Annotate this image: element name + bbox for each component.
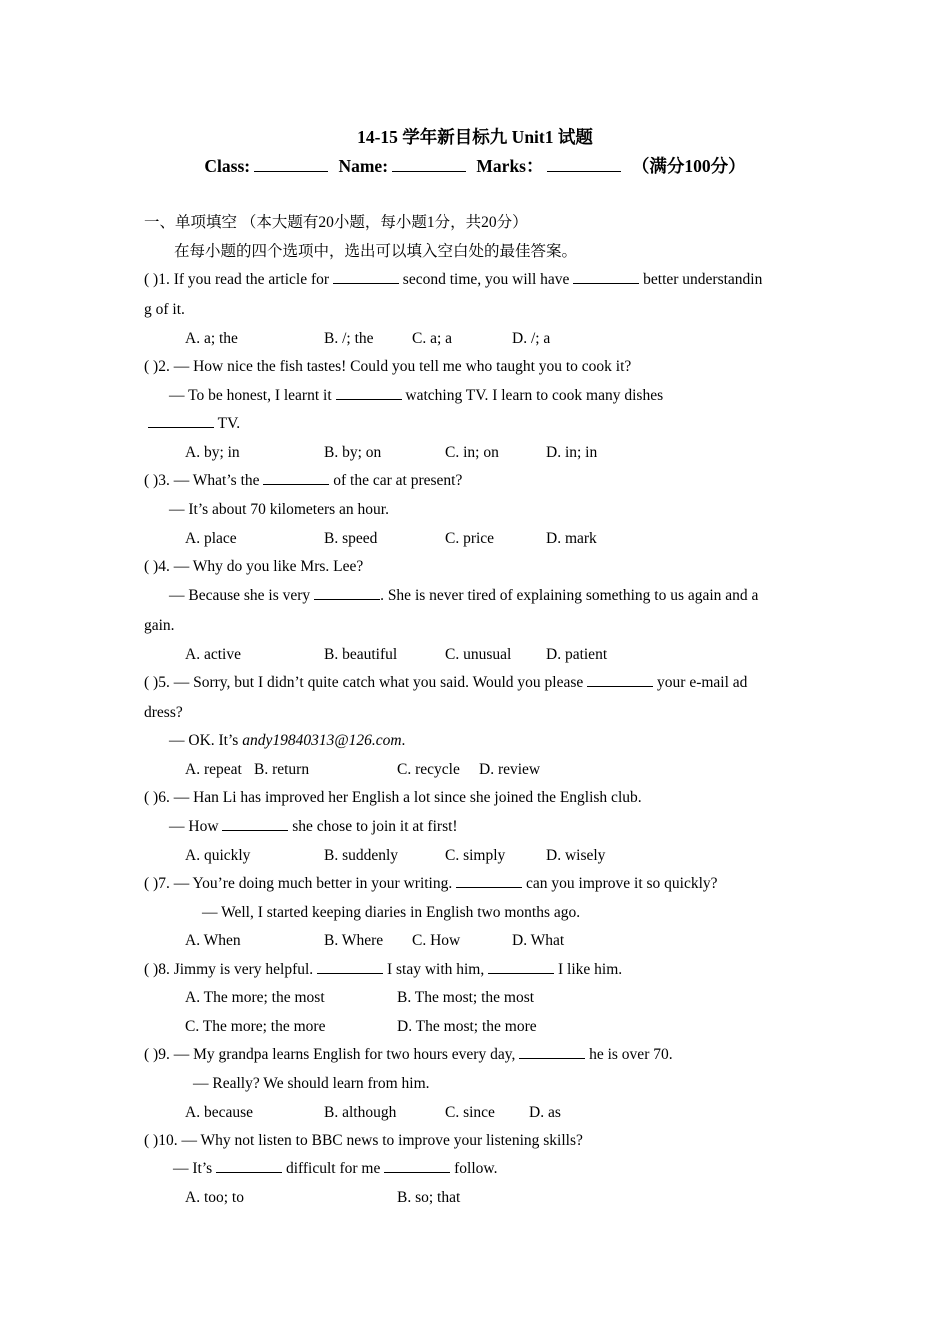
option-a: A. because [185, 1104, 253, 1121]
option-a: A. quickly [185, 847, 251, 864]
question-6-line-2: — How she chose to join it at first! [169, 818, 458, 835]
question-7-line-2: — Well, I started keeping diaries in English two months ago. [202, 904, 581, 921]
answer-blank[interactable] [263, 471, 329, 485]
question-4-line-2: — Because she is very . She is never tired of explaining something to us again and a [169, 587, 759, 604]
question-2-line-2: — To be honest, I learnt it watching TV. I learn to cook many dishes [169, 387, 664, 404]
option-c: C. unusual [445, 646, 512, 663]
page-title: 14-15 学年新目标九 Unit1 试题 [357, 127, 593, 147]
option-b: B. The most; the most [397, 989, 535, 1006]
name-label: Name: [338, 156, 389, 176]
option-d: D. wisely [546, 847, 606, 864]
option-b: B. beautiful [324, 646, 398, 663]
option-a: A. a; the [185, 330, 238, 347]
option-a: A. active [185, 646, 241, 663]
question-10-line-1: ( )10. — Why not listen to BBC news to improve your listening skills? [144, 1132, 583, 1149]
option-c: C. since [445, 1104, 495, 1121]
answer-blank[interactable] [333, 270, 399, 284]
section-heading: 一、单项填空 （本大题有20小题，每小题1分，共20分） [144, 214, 528, 231]
answer-blank[interactable] [317, 960, 383, 974]
option-a: A. repeat [185, 761, 242, 778]
option-b: B. /; the [324, 330, 374, 347]
full-marks-note: （满分100分） [631, 156, 746, 176]
question-1-line-1: ( )1. If you read the article for second time, you will have better understandin [144, 271, 763, 288]
answer-blank[interactable] [336, 386, 402, 400]
option-a: A. place [185, 530, 237, 547]
option-a: A. When [185, 932, 241, 949]
option-a: A. by; in [185, 444, 240, 461]
question-2-line-3: TV. [148, 413, 240, 435]
option-c: C. price [445, 530, 495, 547]
class-label: Class: [204, 156, 251, 176]
question-3-line-2: — It’s about 70 kilometers an hour. [169, 501, 389, 518]
answer-blank[interactable] [148, 414, 214, 428]
answer-blank[interactable] [314, 586, 380, 600]
question-5-line-1: ( )5. — Sorry, but I didn’t quite catch what you said. Would you please your e-mail ad [144, 674, 748, 691]
option-d: D. The most; the more [397, 1018, 537, 1035]
marks-label: Marks： [476, 156, 544, 176]
answer-blank[interactable] [488, 960, 554, 974]
option-a: A. too; to [185, 1189, 244, 1206]
answer-blank[interactable] [456, 874, 522, 888]
question-5-line-3: — OK. It’s andy19840313@126.com. [169, 732, 406, 749]
question-1-line-2: g of it. [144, 301, 185, 318]
question-8-line-1: ( )8. Jimmy is very helpful. I stay with him, I like him. [144, 961, 623, 978]
marks-blank[interactable] [547, 156, 621, 172]
answer-blank[interactable] [519, 1045, 585, 1059]
option-c: C. recycle [397, 761, 460, 778]
question-9-line-1: ( )9. — My grandpa learns English for two hours every day, he is over 70. [144, 1046, 673, 1063]
option-c: C. How [412, 932, 461, 949]
answer-blank[interactable] [573, 270, 639, 284]
option-d: D. as [529, 1104, 561, 1121]
option-d: D. review [479, 761, 541, 778]
option-d: D. /; a [512, 330, 551, 347]
question-6-line-1: ( )6. — Han Li has improved her English a lot since she joined the English club. [144, 789, 642, 806]
option-d: D. What [512, 932, 565, 949]
answer-blank[interactable] [384, 1159, 450, 1173]
question-4-line-3: gain. [144, 617, 175, 634]
answer-blank[interactable] [587, 673, 653, 687]
option-b: B. suddenly [324, 847, 399, 864]
student-info-line [0, 153, 950, 179]
name-blank[interactable] [392, 156, 466, 172]
question-3-line-1: ( )3. — What’s the of the car at present? [144, 472, 463, 489]
option-c: C. a; a [412, 330, 453, 347]
question-7-line-1: ( )7. — You’re doing much better in your writing. can you improve it so quickly? [144, 875, 718, 892]
question-2-line-1: ( )2. — How nice the fish tastes! Could you tell me who taught you to cook it? [144, 358, 632, 375]
option-b: B. speed [324, 530, 378, 547]
question-4-line-1: ( )4. — Why do you like Mrs. Lee? [144, 558, 364, 575]
option-b: B. so; that [397, 1189, 461, 1206]
class-blank[interactable] [254, 156, 328, 172]
option-c: C. The more; the more [185, 1018, 326, 1035]
answer-blank[interactable] [216, 1159, 282, 1173]
option-b: B. by; on [324, 444, 382, 461]
option-c: C. in; on [445, 444, 499, 461]
question-10-line-2: — It’s difficult for me follow. [173, 1160, 498, 1177]
option-a: A. The more; the most [185, 989, 325, 1006]
option-c: C. simply [445, 847, 506, 864]
question-5-line-2: dress? [144, 704, 183, 721]
section-instruction: 在每小题的四个选项中，选出可以填入空白处的最佳答案。 [174, 243, 578, 260]
question-9-line-2: — Really? We should learn from him. [193, 1075, 430, 1092]
option-b: B. Where [324, 932, 384, 949]
option-d: D. in; in [546, 444, 598, 461]
email-address: andy19840313@126.com [242, 732, 402, 749]
option-b: B. although [324, 1104, 397, 1121]
option-b: B. return [254, 761, 310, 778]
answer-blank[interactable] [222, 817, 288, 831]
option-d: D. patient [546, 646, 608, 663]
option-d: D. mark [546, 530, 597, 547]
